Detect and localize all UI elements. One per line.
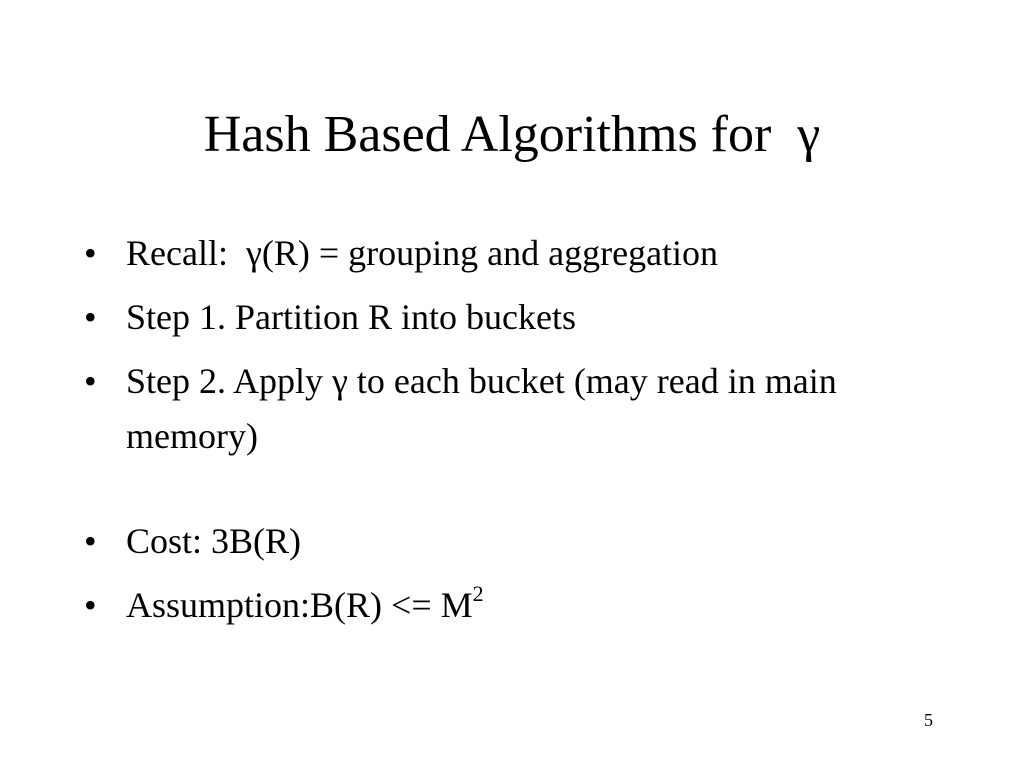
bullet-list [84,226,944,642]
bullet-icon: • [84,297,97,337]
bullet-icon: • [84,233,97,273]
slide-title: Hash Based Algorithms for γ [203,106,821,163]
superscript: 2 [472,581,484,606]
page-number: 5 [924,710,933,730]
bullet-text: Recall: γ(R) = grouping and aggregation [126,233,719,273]
bullet-icon: • [84,361,97,401]
bullet-item-recall [84,226,944,281]
bullet-text: Assumption:B(R) <= M [126,585,473,625]
bullet-item-step-2 [84,354,944,464]
bullet-item-step-1 [84,290,944,345]
bullet-icon: • [84,585,97,625]
bullet-text: Step 1. Partition R into buckets [126,297,576,337]
bullet-text: Cost: 3B(R) [126,521,302,561]
bullet-item-cost [84,514,944,569]
bullet-icon: • [84,521,97,561]
bullet-item-assumption [84,578,944,633]
bullet-text: Step 2. Apply γ to each bucket (may read in main memory) [126,361,846,456]
